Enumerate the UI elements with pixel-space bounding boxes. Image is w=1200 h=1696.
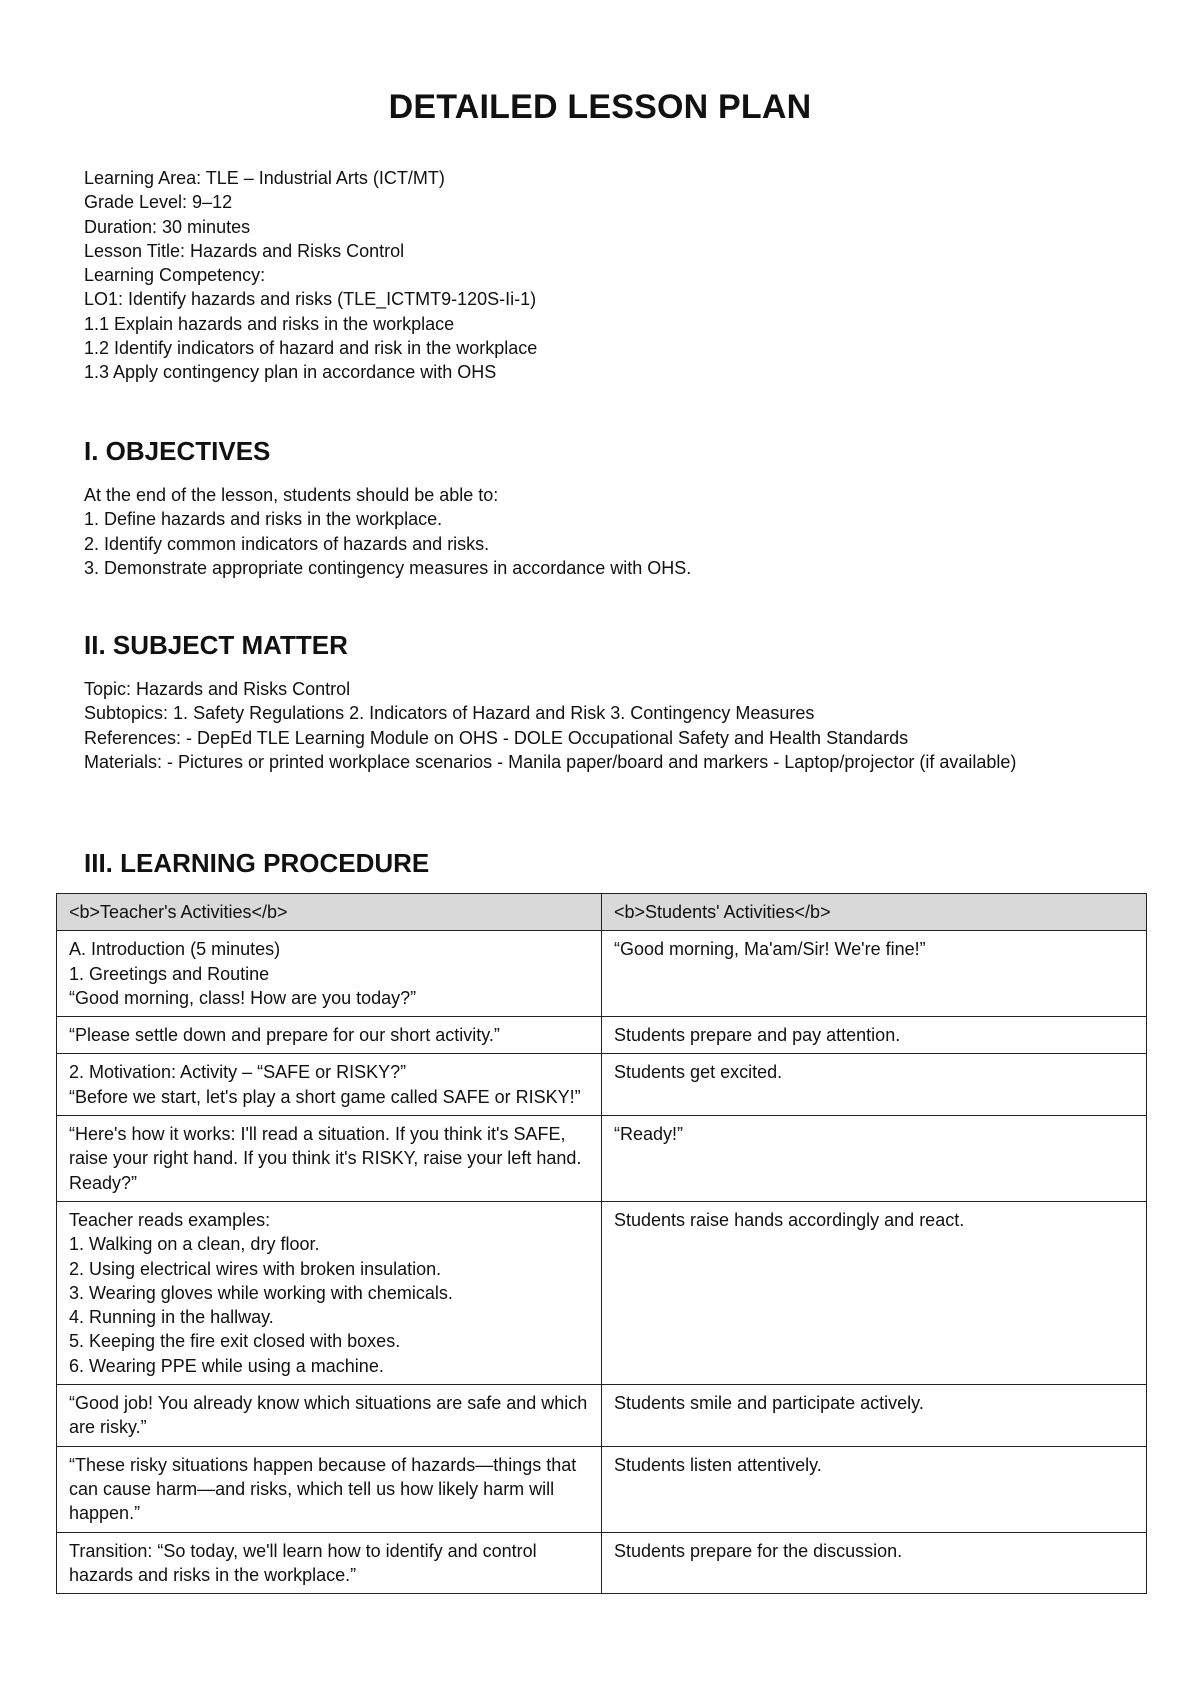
cell-line: “Good morning, class! How are you today?”	[69, 987, 417, 1008]
cell-line: 4. Running in the hallway.	[69, 1307, 274, 1328]
cell-line: “Please settle down and prepare for our short activity.”	[69, 1025, 500, 1046]
teacher-cell	[57, 1446, 602, 1532]
cell-line: “Good morning, Ma'am/Sir! We're fine!”	[614, 939, 926, 960]
header-info	[84, 166, 537, 385]
table-row	[57, 931, 1147, 1017]
cell-line: 2. Using electrical wires with broken insulation.	[69, 1258, 442, 1279]
teacher-cell	[57, 1532, 602, 1594]
subject-matter-body	[84, 677, 1064, 774]
grade-level: Grade Level: 9–12	[84, 192, 233, 213]
topic: Topic: Hazards and Risks Control	[84, 679, 351, 699]
cell-line: Students prepare for the discussion.	[614, 1540, 903, 1561]
students-cell	[602, 1017, 1147, 1054]
cell-line: “Before we start, let's play a short game called SAFE or RISKY!”	[69, 1086, 581, 1107]
objectives-heading: I. OBJECTIVES	[84, 436, 271, 466]
objectives-intro: At the end of the lesson, students should be able to:	[84, 485, 499, 505]
procedure-table	[56, 893, 1147, 1594]
cell-line: 1. Walking on a clean, dry floor.	[69, 1234, 320, 1255]
objectives-list	[84, 483, 691, 580]
learning-area: Learning Area: TLE – Industrial Arts (ICT/MT)	[84, 168, 445, 188]
objective-item: 3. Demonstrate appropriate contingency measures in accordance with OHS.	[84, 557, 692, 578]
table-row	[57, 1385, 1147, 1447]
column-header-students: <b>Students' Activities</b>	[602, 894, 1147, 931]
students-cell	[602, 1532, 1147, 1594]
teacher-cell	[57, 1054, 602, 1116]
teacher-cell	[57, 931, 602, 1017]
cell-line: Transition: “So today, we'll learn how to identify and control hazards and risks in the workplace.”	[69, 1540, 537, 1585]
subject-matter-heading: II. SUBJECT MATTER	[84, 630, 348, 660]
cell-line: Teacher reads examples:	[69, 1209, 271, 1230]
cell-line: “These risky situations happen because of hazards—things that can cause harm—and risks, which tell us how likely harm will happen.”	[69, 1454, 577, 1524]
objective-item: 2. Identify common indicators of hazards and risks.	[84, 533, 490, 554]
table-row	[57, 1446, 1147, 1532]
students-cell	[602, 1446, 1147, 1532]
procedure-heading: III. LEARNING PROCEDURE	[84, 848, 430, 878]
students-cell	[602, 1116, 1147, 1202]
table-header-row	[57, 894, 1147, 931]
cell-line: 2. Motivation: Activity – “SAFE or RISKY?”	[69, 1062, 407, 1083]
cell-line: 3. Wearing gloves while working with chemicals.	[69, 1282, 453, 1303]
duration: Duration: 30 minutes	[84, 216, 251, 237]
learning-competency-label: Learning Competency:	[84, 265, 266, 286]
teacher-cell	[57, 1116, 602, 1202]
cell-line: Students raise hands accordingly and react.	[614, 1209, 965, 1230]
students-cell	[602, 1201, 1147, 1384]
students-cell	[602, 1054, 1147, 1116]
cell-line: “Here's how it works: I'll read a situation. If you think it's SAFE, raise your right hand. If you think it's RISKY, raise your left hand. Ready?”	[69, 1124, 582, 1193]
page-title: DETAILED LESSON PLAN	[388, 88, 812, 126]
subtopics: Subtopics: 1. Safety Regulations 2. Indicators of Hazard and Risk 3. Contingency Measures	[84, 703, 815, 724]
materials: Materials: - Pictures or printed workplace scenarios - Manila paper/board and markers - Laptop/projector (if available)	[84, 751, 1017, 772]
teacher-cell	[57, 1017, 602, 1054]
competency-1-2: 1.2 Identify indicators of hazard and risk in the workplace	[84, 338, 538, 359]
students-cell	[602, 1385, 1147, 1447]
references: References: - DepEd TLE Learning Module on OHS - DOLE Occupational Safety and Health Standards	[84, 727, 909, 748]
table-row	[57, 1532, 1147, 1594]
cell-line: Students prepare and pay attention.	[614, 1025, 901, 1046]
competency-1-3: 1.3 Apply contingency plan in accordance with OHS	[84, 362, 497, 383]
cell-line: Students get excited.	[614, 1062, 783, 1083]
cell-line: Students listen attentively.	[614, 1454, 822, 1475]
cell-line: A. Introduction (5 minutes)	[69, 939, 281, 960]
teacher-cell	[57, 1385, 602, 1447]
cell-line: Students smile and participate actively.	[614, 1393, 924, 1414]
column-header-teacher: <b>Teacher's Activities</b>	[57, 894, 602, 931]
cell-line: “Ready!”	[614, 1124, 684, 1145]
cell-line: 6. Wearing PPE while using a machine.	[69, 1355, 384, 1376]
lesson-title: Lesson Title: Hazards and Risks Control	[84, 240, 405, 261]
cell-line: 1. Greetings and Routine	[69, 963, 270, 984]
cell-line: “Good job! You already know which situations are safe and which are risky.”	[69, 1393, 588, 1438]
table-row	[57, 1054, 1147, 1116]
table-row	[57, 1201, 1147, 1384]
cell-line: 5. Keeping the fire exit closed with boxes.	[69, 1331, 401, 1352]
table-row	[57, 1116, 1147, 1202]
students-cell	[602, 931, 1147, 1017]
table-row	[57, 1017, 1147, 1054]
objective-item: 1. Define hazards and risks in the workplace.	[84, 509, 443, 530]
teacher-cell	[57, 1201, 602, 1384]
competency-lo1: LO1: Identify hazards and risks (TLE_ICTMT9-120S-Ii-1)	[84, 289, 537, 310]
competency-1-1: 1.1 Explain hazards and risks in the workplace	[84, 313, 455, 334]
